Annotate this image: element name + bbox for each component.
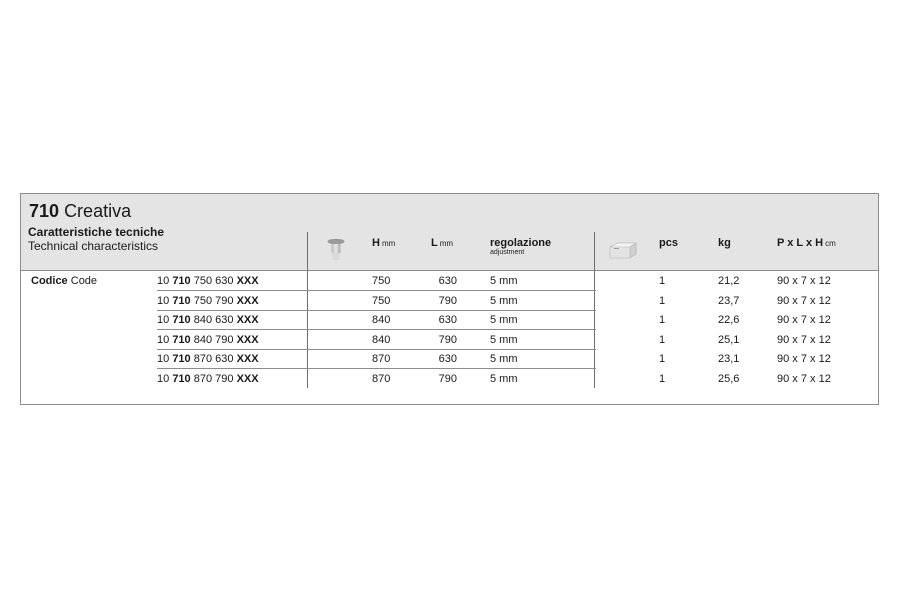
height-value: 870	[372, 353, 391, 365]
weight-value: 21,2	[718, 275, 740, 287]
dimensions-value: 90 x 7 x 12	[777, 294, 831, 307]
dimensions-value: 90 x 7 x 12	[777, 333, 831, 346]
section-title-en: Technical characteristics	[28, 239, 159, 253]
product-code: 10 710 840 630 XXX	[157, 314, 259, 326]
height-value: 870	[372, 372, 391, 385]
adjustment-value: 5 mm	[490, 333, 518, 346]
col-header-l: L mm	[431, 237, 454, 249]
product-code: 10 710 870 630 XXX	[157, 353, 259, 365]
height-value: 840	[372, 314, 391, 326]
length-value: 790	[438, 294, 457, 307]
weight-value: 25,6	[718, 372, 740, 385]
col-header-kg: kg	[718, 237, 731, 249]
table-row	[157, 369, 831, 389]
package-box-icon	[608, 240, 638, 260]
spec-table-header	[21, 194, 878, 271]
adjustable-foot-icon	[326, 238, 346, 262]
product-code: 10 710 870 790 XXX	[157, 372, 259, 385]
spec-table-panel	[20, 193, 879, 405]
adjustment-value: 5 mm	[490, 275, 518, 287]
length-value: 630	[438, 275, 457, 287]
product-name: Creativa	[64, 201, 132, 221]
length-value: 790	[438, 372, 457, 385]
dimensions-value: 90 x 7 x 12	[777, 372, 831, 385]
pcs-value: 1	[659, 353, 666, 365]
product-code: 10 710 840 790 XXX	[157, 333, 259, 346]
dimensions-value: 90 x 7 x 12	[777, 275, 831, 287]
product-code: 10 710 750 630 XXX	[157, 275, 259, 287]
pcs-value: 1	[659, 333, 666, 346]
adjustment-value: 5 mm	[490, 353, 518, 365]
product-title	[29, 201, 131, 222]
product-code: 10 710 750 790 XXX	[157, 294, 259, 307]
height-value: 840	[372, 333, 391, 346]
col-header-pcs: pcs	[659, 237, 678, 249]
col-header-regolazione: regolazione	[490, 237, 552, 249]
weight-value: 25,1	[718, 333, 740, 346]
col-header-h: H mm	[372, 237, 396, 249]
dimensions-value: 90 x 7 x 12	[777, 353, 831, 365]
adjustment-value: 5 mm	[490, 294, 518, 307]
table-row	[157, 349, 831, 369]
dimensions-value: 90 x 7 x 12	[777, 314, 831, 326]
table-row	[157, 271, 831, 291]
pcs-value: 1	[659, 372, 666, 385]
length-value: 790	[438, 333, 457, 346]
adjustment-value: 5 mm	[490, 314, 518, 326]
table-row	[157, 291, 831, 311]
length-value: 630	[438, 314, 457, 326]
table-row	[157, 310, 831, 330]
col-header-dimensions: P x L x H cm	[777, 237, 836, 249]
pcs-value: 1	[659, 275, 666, 287]
weight-value: 22,6	[718, 314, 740, 326]
weight-value: 23,7	[718, 294, 740, 307]
height-value: 750	[372, 294, 391, 307]
length-value: 630	[438, 353, 457, 365]
height-value: 750	[372, 275, 391, 287]
pcs-value: 1	[659, 314, 666, 326]
section-title-it: Caratteristiche tecniche	[28, 225, 165, 239]
col-header-adjustment: adjustment	[490, 249, 525, 256]
pcs-value: 1	[659, 294, 666, 307]
code-label: Codice Code	[31, 275, 98, 287]
adjustment-value: 5 mm	[490, 372, 518, 385]
weight-value: 23,1	[718, 353, 740, 365]
table-row	[157, 330, 831, 350]
product-number: 710	[29, 201, 60, 221]
